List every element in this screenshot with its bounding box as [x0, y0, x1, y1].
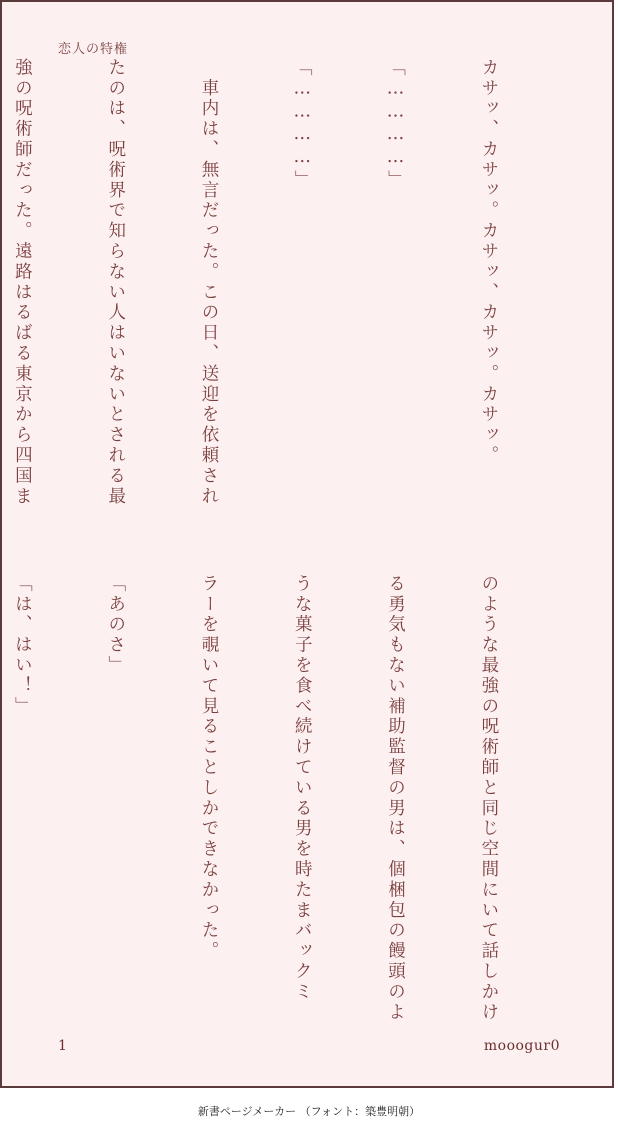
- text-line: カサッ、カサッ。カサッ、カサッ。カサッ。: [478, 58, 499, 466]
- text-line: 「…………」: [292, 58, 313, 191]
- text-line: 強の呪術師だった。遠路はるばる東京から四国ま: [12, 58, 33, 507]
- text-line: 車内は、無言だった。この日、送迎を依頼され: [198, 58, 219, 507]
- author-name: mooogur0: [483, 1038, 560, 1054]
- page-title: 恋人の特権: [58, 42, 129, 57]
- text-line: うな菓子を食べ続けている男を時たまバックミ: [292, 574, 313, 1003]
- text-line: 「あのさ」: [105, 574, 126, 676]
- text-line: のような最強の呪術師と同じ空間にいて話しかけ: [478, 574, 499, 1023]
- text-line: る勇気もない補助監督の男は、個梱包の饅頭のよ: [385, 574, 406, 1023]
- text-line: 「…………」: [385, 58, 406, 191]
- lower-text-block: [12, 574, 566, 1023]
- page-number: 1: [58, 1038, 67, 1054]
- text-line: ラーを覗いて見ることしかできなかった。: [198, 574, 219, 962]
- upper-text-block: [12, 58, 566, 530]
- generator-credit: 新書ページメーカー （フォント：築豊明朝）: [197, 1105, 421, 1118]
- text-line: たのは、呪術界で知らない人はいないとされる最: [105, 58, 126, 507]
- text-line: 「は、はい！」: [12, 574, 33, 717]
